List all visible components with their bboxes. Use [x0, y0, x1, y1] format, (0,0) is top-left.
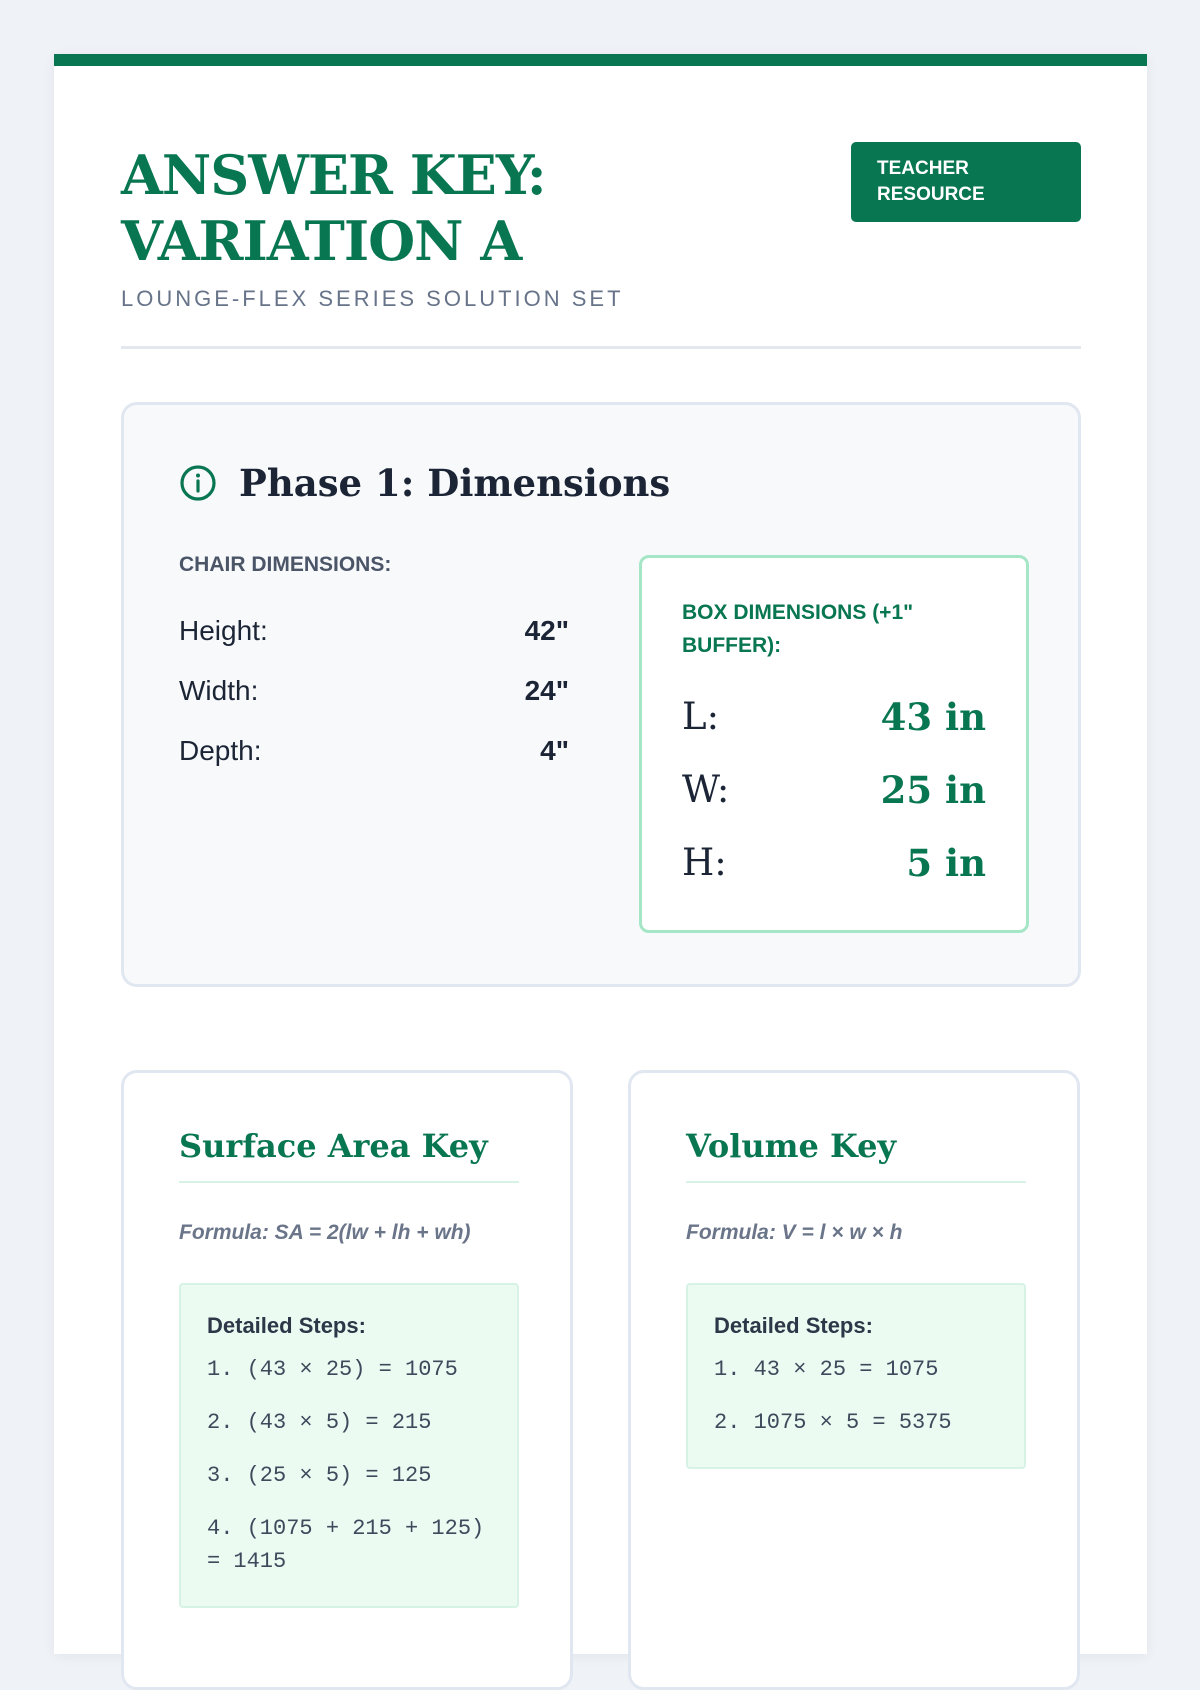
box-height-value: 5 in	[906, 840, 986, 885]
surface-area-steps-title: Detailed Steps:	[207, 1313, 366, 1338]
surface-area-step: 3. (25 × 5) = 125	[207, 1463, 432, 1488]
volume-steps	[686, 1283, 1026, 1469]
box-height-row	[682, 826, 986, 899]
box-width-row	[682, 753, 986, 826]
box-width-value: 25 in	[880, 767, 986, 812]
surface-area-step: 4. (1075 + 215 + 125) = 1415	[207, 1516, 485, 1574]
chair-width-label: Width:	[179, 675, 259, 706]
volume-card	[628, 1070, 1080, 1690]
surface-area-formula: Formula: SA = 2(lw + lh + wh)	[179, 1221, 471, 1244]
volume-step: 2. 1075 × 5 = 5375	[714, 1410, 952, 1435]
page-header	[121, 142, 1081, 312]
box-dimensions-card	[639, 555, 1029, 933]
chair-dimensions-label: CHAIR DIMENSIONS:	[179, 553, 392, 576]
page-title	[121, 142, 681, 274]
phase-1-title: Phase 1: Dimensions	[239, 461, 671, 505]
volume-steps-title: Detailed Steps:	[714, 1313, 873, 1338]
title-line-2: VARIATION A	[121, 209, 522, 273]
surface-area-step: 1. (43 × 25) = 1075	[207, 1357, 458, 1382]
teacher-resource-badge	[851, 142, 1081, 222]
chair-depth-value: 4"	[540, 735, 569, 766]
chair-height-label: Height:	[179, 615, 268, 646]
chair-depth-row	[179, 721, 569, 781]
box-length-value: 43 in	[880, 694, 986, 739]
box-length-row	[682, 680, 986, 753]
volume-formula: Formula: V = l × w × h	[686, 1221, 903, 1244]
title-line-1: ANSWER KEY:	[121, 143, 546, 207]
surface-area-steps	[179, 1283, 519, 1608]
volume-step: 1. 43 × 25 = 1075	[714, 1357, 939, 1382]
box-width-label: W:	[682, 768, 730, 811]
header-divider	[121, 346, 1081, 349]
page-subtitle: LOUNGE-FLEX SERIES SOLUTION SET	[121, 286, 624, 311]
chair-dimensions	[179, 553, 569, 781]
phase-1-panel	[121, 402, 1081, 987]
badge-line-2: RESOURCE	[877, 184, 985, 205]
chair-depth-label: Depth:	[179, 735, 262, 766]
volume-title: Volume Key	[686, 1127, 1026, 1183]
surface-area-title: Surface Area Key	[179, 1127, 519, 1183]
chair-width-row	[179, 661, 569, 721]
box-dimensions-label: BOX DIMENSIONS (+1" BUFFER):	[682, 601, 914, 657]
box-height-label: H:	[682, 841, 727, 884]
surface-area-card	[121, 1070, 573, 1690]
chair-height-row	[179, 601, 569, 661]
badge-line-1: TEACHER	[877, 158, 969, 179]
surface-area-step: 2. (43 × 5) = 215	[207, 1410, 432, 1435]
chair-width-value: 24"	[524, 675, 569, 706]
chair-height-value: 42"	[524, 615, 569, 646]
info-circle-icon	[179, 464, 217, 502]
phase-1-heading	[179, 461, 670, 505]
box-length-label: L:	[682, 695, 720, 738]
answer-key-page	[54, 54, 1147, 1654]
